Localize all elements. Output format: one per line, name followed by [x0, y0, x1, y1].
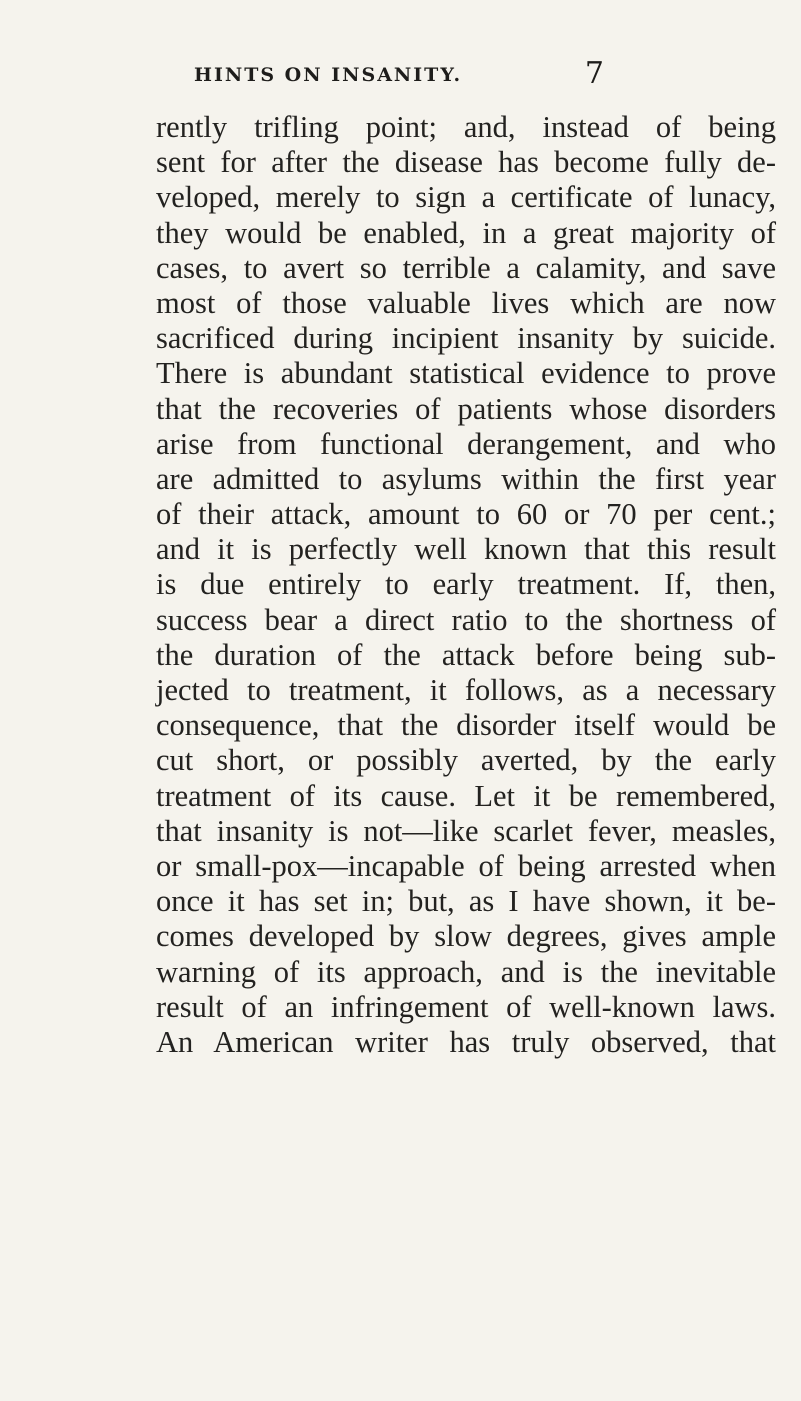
text-line: sacrificed during incipient insanity by suicide. [156, 321, 776, 356]
text-line: cut short, or possibly averted, by the early [156, 743, 776, 778]
text-line: jected to treatment, it follows, as a necessary [156, 673, 776, 707]
text-line: warning of its approach, and is the inevitable [156, 954, 776, 989]
text-line: that the recoveries of patients whose disorders [156, 391, 776, 426]
running-head-title: HINTS ON INSANITY. [194, 64, 463, 86]
text-line: An American writer has truly observed, that [156, 1024, 776, 1059]
text-line: rently trifling point; and, instead of being [156, 110, 776, 144]
text-line: they would be enabled, in a great majority of [156, 215, 776, 250]
text-line: or small-pox—incapable of being arrested when [156, 848, 776, 883]
running-head [194, 56, 604, 94]
text-line: most of those valuable lives which are now [156, 285, 776, 320]
text-line: sent for after the disease has become fully de- [156, 145, 776, 180]
text-line: comes developed by slow degrees, gives ample [156, 919, 776, 954]
text-line: veloped, merely to sign a certificate of lunacy, [156, 180, 776, 215]
text-line: that insanity is not—like scarlet fever, measles, [156, 813, 776, 848]
text-line: result of an infringement of well-known laws. [156, 989, 776, 1024]
body-text [156, 110, 776, 1060]
text-line: success bear a direct ratio to the shortness of [156, 602, 776, 637]
text-line: There is abundant statistical evidence to prove [156, 356, 776, 391]
text-line: treatment of its cause. Let it be remembered, [156, 778, 776, 813]
text-line: arise from functional derangement, and who [156, 426, 776, 461]
text-line: consequence, that the disorder itself would be [156, 708, 776, 743]
text-line: is due entirely to early treatment. If, then, [156, 567, 776, 602]
text-line: of their attack, amount to 60 or 70 per cent.; [156, 497, 776, 532]
text-line: and it is perfectly well known that this result [156, 532, 776, 567]
text-line: are admitted to asylums within the first year [156, 461, 776, 496]
text-line: cases, to avert so terrible a calamity, and save [156, 250, 776, 285]
text-line: once it has set in; but, as I have shown, it be- [156, 884, 776, 919]
text-line: the duration of the attack before being sub- [156, 637, 776, 672]
page-number: 7 [584, 56, 604, 91]
